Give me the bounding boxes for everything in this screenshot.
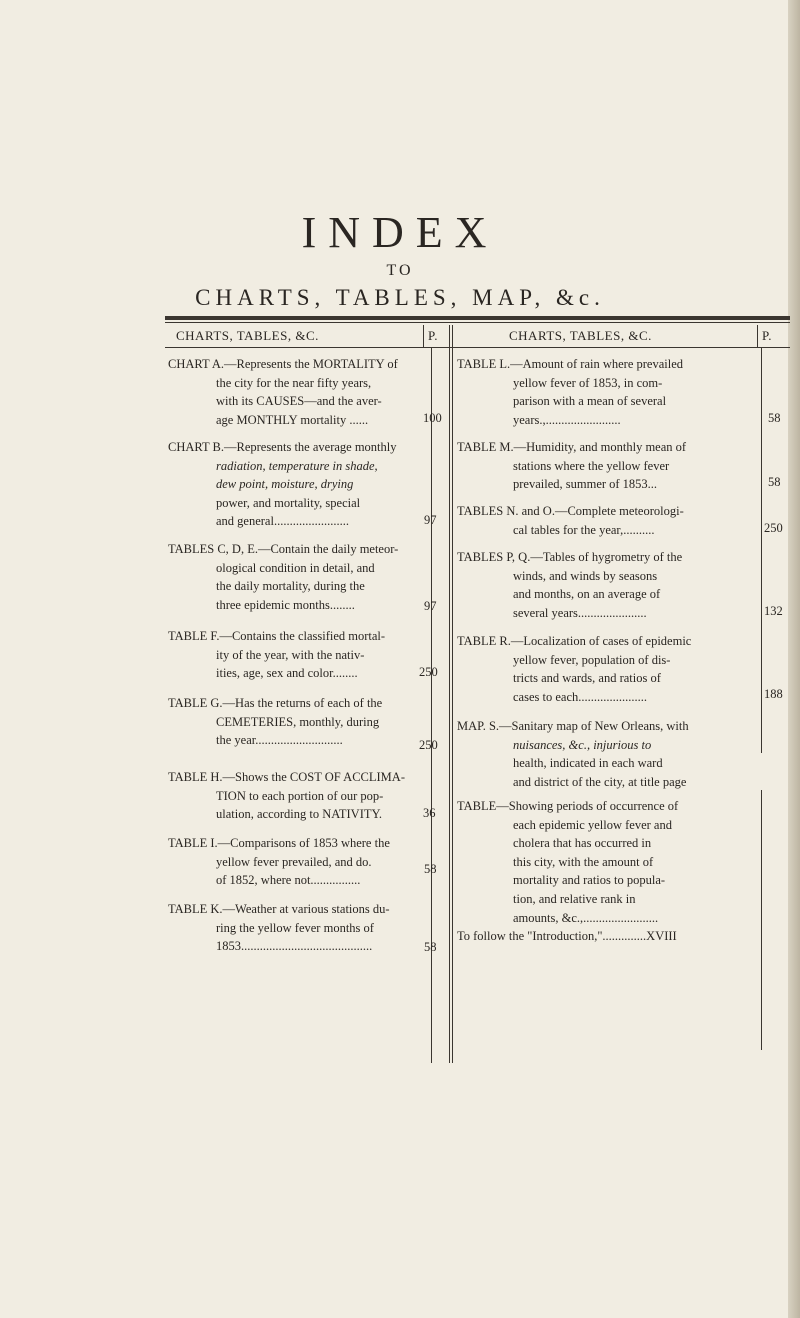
entry-line: TABLE G.—Has the returns of each of the xyxy=(168,696,383,710)
index-entry-table-l xyxy=(457,355,762,429)
entry-line: TABLE K.—Weather at various stations du- xyxy=(168,902,390,916)
entry-line: TION to each portion of our pop- xyxy=(216,788,384,803)
entry-line: ity of the year, with the nativ- xyxy=(216,647,365,662)
entry-line: CHART A.—Represents the MORTALITY of xyxy=(168,357,398,371)
entry-line: TABLE—Showing periods of occurrence of xyxy=(457,799,679,813)
entry-page-number: 58 xyxy=(768,475,781,489)
entry-page-number: 250 xyxy=(764,521,783,535)
entry-page-number: 97 xyxy=(424,513,437,527)
index-entry-map-s xyxy=(457,717,787,791)
header-rule-thin xyxy=(165,322,790,323)
index-entry-table-periods xyxy=(457,797,762,927)
entry-line: the year............................ xyxy=(216,733,343,748)
header-rule-thick xyxy=(165,316,790,320)
entry-page-number: 188 xyxy=(764,687,783,701)
entry-line: parison with a mean of several xyxy=(513,394,667,409)
entry-line: each epidemic yellow fever and xyxy=(513,817,672,832)
entry-line: CHART B.—Represents the average monthly xyxy=(168,440,397,454)
entry-line: ring the yellow fever months of xyxy=(216,920,374,935)
entry-line: TABLE H.—Shows the COST OF ACCLIMA- xyxy=(168,770,405,784)
entry-page-number: 250 xyxy=(419,738,438,752)
right-page-header: P. xyxy=(762,328,773,343)
index-entry-table-m xyxy=(457,438,762,494)
entry-page-number: 250 xyxy=(419,665,438,679)
center-divider-a xyxy=(449,348,450,1063)
index-entry-table-f xyxy=(168,627,430,683)
entry-line: tion, and relative rank in xyxy=(513,891,636,906)
entry-line: of 1852, where not................ xyxy=(216,873,361,888)
entry-page-number: 100 xyxy=(423,411,442,425)
entry-line: nuisances, &c., injurious to xyxy=(513,737,652,752)
entry-line: years.,........................ xyxy=(513,412,621,427)
entry-line: and district of the city, at title page xyxy=(513,774,687,789)
entry-line: yellow fever of 1853, in com- xyxy=(513,375,663,390)
entry-line: age MONTHLY mortality ...... xyxy=(216,412,369,427)
index-entry-tables-pq xyxy=(457,548,762,622)
entry-page-number: 97 xyxy=(424,599,437,613)
entry-line: winds, and winds by seasons xyxy=(513,568,658,583)
entry-line: TABLES N. and O.—Complete meteorologi- xyxy=(457,504,684,518)
index-entry-chart-a xyxy=(168,355,430,429)
entry-line: amounts, &c.,........................ xyxy=(513,910,659,925)
entry-line: and general........................ xyxy=(216,514,349,529)
index-entry-follow-introduction xyxy=(457,927,787,946)
index-entry-table-g xyxy=(168,694,430,750)
entry-page-number: 132 xyxy=(764,604,783,618)
entry-page-number: 36 xyxy=(423,806,436,820)
entry-line: TABLE L.—Amount of rain where prevailed xyxy=(457,357,684,371)
entry-page-number: 58 xyxy=(768,411,781,425)
entry-page-number: 58 xyxy=(424,940,437,954)
entry-line: TABLE F.—Contains the classified mortal- xyxy=(168,629,386,643)
subtitle-to: TO xyxy=(386,262,414,279)
page-edge xyxy=(788,0,800,1318)
entry-line: yellow fever, population of dis- xyxy=(513,652,671,667)
center-divider-header-a xyxy=(449,325,450,347)
left-page-header: P. xyxy=(428,328,439,343)
entry-line: the city for the near fifty years, xyxy=(216,375,372,390)
entry-line: three epidemic months........ xyxy=(216,597,355,612)
entry-line: cholera that has occurred in xyxy=(513,836,652,851)
entry-line: ities, age, sex and color........ xyxy=(216,666,358,681)
left-column-header: CHARTS, TABLES, &C. xyxy=(176,328,319,343)
center-divider-header-b xyxy=(452,325,453,347)
entry-line: this city, with the amount of xyxy=(513,854,654,869)
entry-line: yellow fever prevailed, and do. xyxy=(216,854,372,869)
index-entry-table-i xyxy=(168,834,430,890)
entry-line: tricts and wards, and ratios of xyxy=(513,671,661,686)
page-title: INDEX xyxy=(301,208,499,257)
index-entry-chart-b xyxy=(168,438,430,531)
entry-line: TABLES P, Q.—Tables of hygrometry of the xyxy=(457,550,683,564)
entry-line: radiation, temperature in shade, xyxy=(216,458,378,473)
center-divider-b xyxy=(452,348,453,1063)
index-entry-tables-no xyxy=(457,502,762,539)
entry-line: stations where the yellow fever xyxy=(513,458,670,473)
left-page-divider-header xyxy=(423,325,424,347)
right-column-header: CHARTS, TABLES, &C. xyxy=(509,328,652,343)
entry-line: with its CAUSES—and the aver- xyxy=(216,394,382,409)
entry-line: the daily mortality, during the xyxy=(216,579,365,594)
entry-line: health, indicated in each ward xyxy=(513,756,663,771)
entry-line: cal tables for the year,.......... xyxy=(513,522,655,537)
entry-line: mortality and ratios to popula- xyxy=(513,873,666,888)
page-subtitle: CHARTS, TABLES, MAP, &c. xyxy=(195,285,605,310)
entry-line: and months, on an average of xyxy=(513,587,661,602)
entry-line: TABLE I.—Comparisons of 1853 where the xyxy=(168,836,390,850)
header-rule-under xyxy=(165,347,790,348)
entry-line: TABLE M.—Humidity, and monthly mean of xyxy=(457,440,687,454)
entry-line: TABLE R.—Localization of cases of epidemic xyxy=(457,634,692,648)
entry-line: power, and mortality, special xyxy=(216,495,361,510)
right-page-divider-header xyxy=(757,325,758,347)
entry-line: ological condition in detail, and xyxy=(216,560,375,575)
entry-line: TABLES C, D, E.—Contain the daily meteor- xyxy=(168,542,399,556)
entry-line: CEMETERIES, monthly, during xyxy=(216,714,380,729)
entry-line: To follow the "Introduction,"..............XVIII xyxy=(457,929,677,943)
entry-line: ulation, according to NATIVITY. xyxy=(216,807,383,822)
index-entry-table-r xyxy=(457,632,762,706)
index-entry-table-k xyxy=(168,900,430,956)
entry-line: prevailed, summer of 1853... xyxy=(513,477,658,492)
entry-line: several years...................... xyxy=(513,605,647,620)
index-entry-tables-cde xyxy=(168,540,430,614)
entry-line: MAP. S.—Sanitary map of New Orleans, with xyxy=(457,719,689,733)
left-page-divider xyxy=(431,348,432,1063)
entry-line: dew point, moisture, drying xyxy=(216,477,354,492)
entry-line: 1853.......................................... xyxy=(216,939,373,954)
entry-line: cases to each...................... xyxy=(513,689,647,704)
index-entry-table-h xyxy=(168,768,430,824)
entry-page-number: 58 xyxy=(424,862,437,876)
